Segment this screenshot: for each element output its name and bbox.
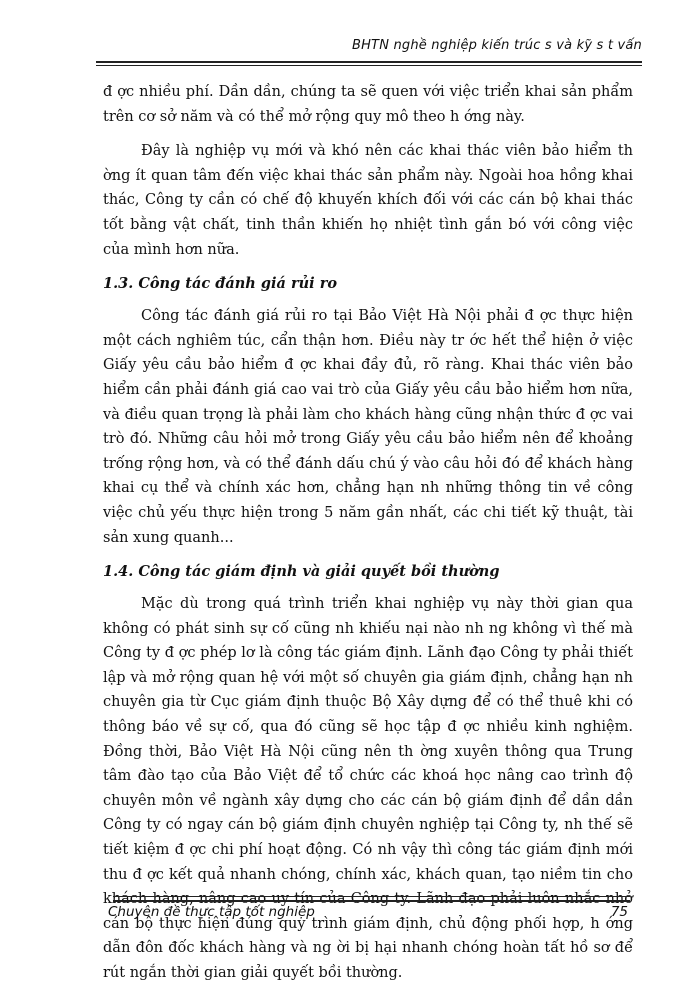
body-text <box>103 80 633 996</box>
paragraph-4: Mặc dù trong quá trình triển khai nghiệp vụ này thời gian qua không có phát sinh sự cố cũng nh khiếu nại nào nh ng không vì thế mà Công ty đ ợc phép lơ là công tác giám định. Lãnh đạo Công ty phải thiết lập và mở rộng quan hệ với một số chuyên gia giám định, chẳng hạn nh chuyên gia từ Cục giám định thuộc Bộ Xây dựng để có thể thuê khi có thông báo về sự cố, qua đó cũng sẽ học tập đ ợc nhiều kinh nghiệm. Đồng thời, Bảo Việt Hà Nội cũng nên th ờng xuyên thông qua Trung tâm đào tạo của Bảo Việt để tổ chức các khoá học nâng cao trình độ chuyên môn về ngành xây dựng cho các cán bộ giám định để dần dần Công ty có ngay cán bộ giám định chuyên nghiệp tại Công ty, nh thế sẽ tiết kiệm đ ợc chi phí hoạt động. Có nh vậy thì công tác giám định mới thu đ ợc kết quả nhanh chóng, chính xác, khách quan, tạo niềm tin cho khách hàng, nâng cao uy tín của Công ty. Lãnh đạo phải luôn nhắc nhở cán bộ thực hiện đúng quy trình giám định, chủ động phối hợp, h ớng dẫn đôn đốc khách hàng và ng ời bị hại nhanh chóng hoàn tất hồ sơ để rút ngắn thời gian giải quyết bồi thường. <box>103 596 633 981</box>
header-rule-thin <box>96 65 642 66</box>
header-rule <box>96 61 642 63</box>
running-header: BHTN nghề nghiệp kiến trúc s và kỹ s t vấn <box>351 38 642 53</box>
footer-title: Chuyên đề thực tập tốt nghiệp <box>108 904 315 920</box>
paragraph-3: Công tác đánh giá rủi ro tại Bảo Việt Hà Nội phải đ ợc thực hiện một cách nghiêm túc, cẩn thận hơn. Điều này tr ớc hết thể hiện ở việc Giấy yêu cầu bảo hiểm đ ợc khai đầy đủ, rõ ràng. Khai thác viên bảo hiểm cần phải đánh giá cao vai trò của Giấy yêu cầu bảo hiểm hơn nữa, và điều quan trọng là phải làm cho khách hàng cũng nhận thức đ ợc vai trò đó. Những câu hỏi mở trong Giấy yêu cầu bảo hiểm nên để khoảng trống rộng hơn, và có thể đánh dấu chú ý vào câu hỏi đó để khách hàng khai cụ thể và chính xác hơn, chẳng hạn nh những thông tin về công việc chủ yếu thực hiện trong 5 năm gần nhất, các chi tiết kỹ thuật, tài sản xung quanh... <box>103 308 633 546</box>
footer-rule <box>113 900 630 902</box>
paragraph-2: Đây là nghiệp vụ mới và khó nên các khai thác viên bảo hiểm th ờng ít quan tâm đến việc khai thác sản phẩm này. Ngoài hoa hồng khai thác, Công ty cần có chế độ khuyến khích đối với các cán bộ khai thác tốt bằng vật chất, tinh thần khiến họ nhiệt tình gắn bó với công việc của mình hơn nữa. <box>103 143 633 258</box>
section-heading-1-3: 1.3. Công tác đánh giá rủi ro <box>103 275 338 293</box>
page-number: 75 <box>610 904 628 920</box>
paragraph-1: đ ợc nhiều phí. Dần dần, chúng ta sẽ quen với việc triển khai sản phẩm trên cơ sở năm và có thể mở rộng quy mô theo h ớng này. <box>103 84 633 125</box>
section-heading-1-4: 1.4. Công tác giám định và giải quyết bồi thường <box>103 563 500 581</box>
footer-rule-thin <box>113 896 630 897</box>
